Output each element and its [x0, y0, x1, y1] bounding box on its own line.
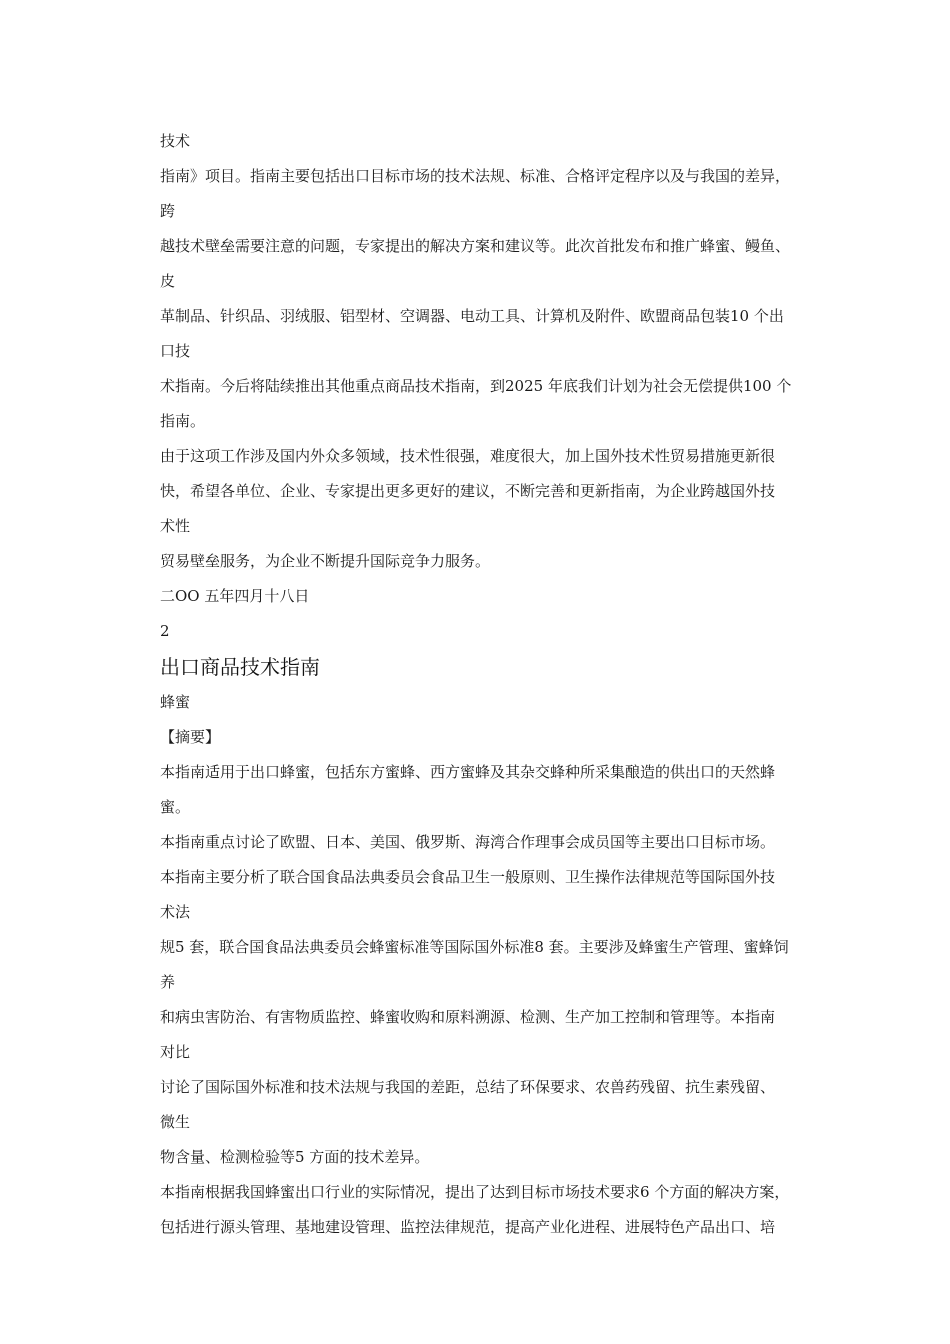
text-line: 养 [160, 973, 176, 991]
text-line: 跨 [160, 202, 176, 220]
text-line: 物含量、检测检验等5 方面的技术差异。 [160, 1148, 430, 1166]
text-line: 包括进行源头管理、基地建设管理、监控法律规范，提高产业化进程、进展特色产品出口、培 [160, 1218, 776, 1236]
text-line: 越技术壁垒需要注意的问题，专家提出的解决方案和建议等。此次首批发布和推广蜂蜜、鳗鱼、 [160, 237, 791, 255]
document-title: 出口商品技术指南 [160, 655, 320, 679]
text-line: 技术 [160, 132, 191, 150]
section-subtitle: 蜂蜜 [160, 693, 191, 711]
text-line: 微生 [160, 1113, 191, 1131]
text-line: 本指南重点讨论了欧盟、日本、美国、俄罗斯、海湾合作理事会成员国等主要出口目标市场。 [160, 833, 776, 851]
text-line: 贸易壁垒服务，为企业不断提升国际竞争力服务。 [160, 552, 491, 570]
intro-section [160, 124, 860, 649]
text-line: 指南》项目。指南主要包括出口目标市场的技术法规、标准、合格评定程序以及与我国的差异， [160, 167, 791, 185]
document-page [160, 124, 860, 1245]
text-line: 术法 [160, 903, 191, 921]
text-line: 本指南适用于出口蜂蜜，包括东方蜜蜂、西方蜜蜂及其杂交蜂种所采集酿造的供出口的天然蜂 [160, 763, 776, 781]
text-line: 蜜。 [160, 798, 191, 816]
text-line: 口技 [160, 342, 191, 360]
text-line: 规5 套，联合国食品法典委员会蜂蜜标准等国际国外标准8 套。主要涉及蜂蜜生产管理、蜜蜂饲 [160, 938, 789, 956]
text-line: 对比 [160, 1043, 191, 1061]
text-line: 由于这项工作涉及国内外众多领域，技术性很强，难度很大，加上国外技术性贸易措施更新很 [160, 447, 776, 465]
page-number: 2 [160, 622, 170, 640]
text-line: 革制品、针织品、羽绒服、铝型材、空调器、电动工具、计算机及附件、欧盟商品包装10 个出 [160, 307, 784, 325]
abstract-heading: 【摘要】 [160, 728, 221, 746]
text-line: 术性 [160, 517, 191, 535]
text-line: 和病虫害防治、有害物质监控、蜂蜜收购和原料溯源、检测、生产加工控制和管理等。本指南 [160, 1008, 776, 1026]
date-line: 二OO 五年四月十八日 [160, 587, 310, 605]
text-line: 指南。 [160, 412, 206, 430]
text-line: 讨论了国际国外标准和技术法规与我国的差距，总结了环保要求、农兽药残留、抗生素残留、 [160, 1078, 776, 1096]
text-line: 本指南根据我国蜂蜜出口行业的实际情况，提出了达到目标市场技术要求6 个方面的解决方案， [160, 1183, 790, 1201]
text-line: 皮 [160, 272, 176, 290]
text-line: 本指南主要分析了联合国食品法典委员会食品卫生一般原则、卫生操作法律规范等国际国外技 [160, 868, 776, 886]
text-line: 术指南。今后将陆续推出其他重点商品技术指南，到2025 年底我们计划为社会无偿提供100 个 [160, 377, 792, 395]
text-line: 快，希望各单位、企业、专家提出更多更好的建议，不断完善和更新指南，为企业跨越国外技 [160, 482, 776, 500]
body-section [160, 685, 860, 1245]
